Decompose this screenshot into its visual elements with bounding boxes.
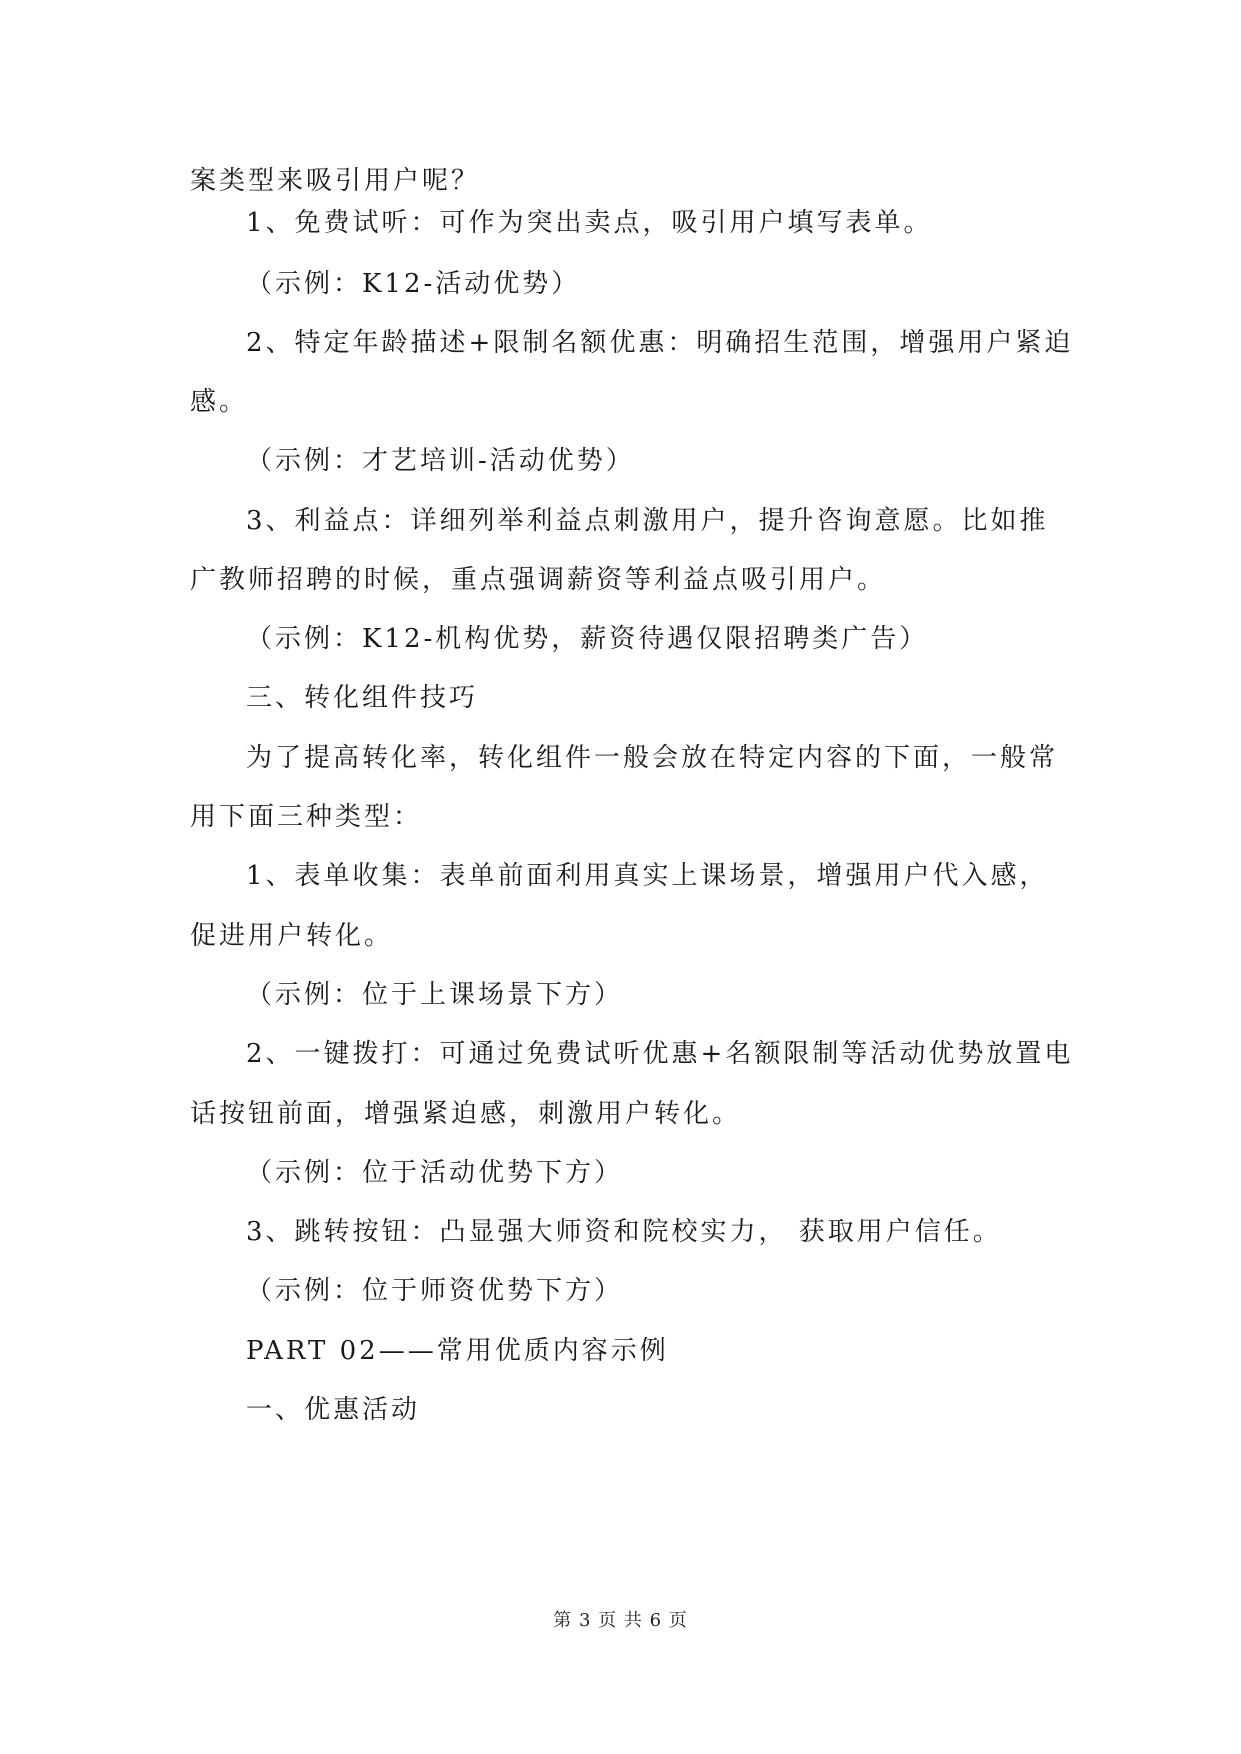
paragraph-line: 话按钮前面，增强紧迫感，刺激用户转化。 <box>190 1099 742 1129</box>
paragraph-line: （示例：K12-机构优势，薪资待遇仅限招聘类广告） <box>246 624 929 654</box>
page-number: 第 3 页 共 6 页 <box>553 1610 688 1631</box>
paragraph-line: （示例：位于师资优势下方） <box>246 1276 624 1306</box>
paragraph-line: 广教师招聘的时候，重点强调薪资等利益点吸引用户。 <box>190 565 887 595</box>
paragraph-line: 2、特定年龄描述+限制名额优惠：明确招生范围，增强用户紧迫 <box>246 328 1074 358</box>
paragraph-line: 感。 <box>190 387 249 417</box>
paragraph-line: 3、跳转按钮：凸显强大师资和院校实力， 获取用户信任。 <box>246 1217 1002 1247</box>
paragraph-line: 1、表单收集：表单前面利用真实上课场景，增强用户代入感， <box>246 861 1049 891</box>
paragraph-line: 案类型来吸引用户呢？ <box>190 166 481 196</box>
paragraph-line: 用下面三种类型： <box>190 802 423 832</box>
paragraph-line: 促进用户转化。 <box>190 921 394 951</box>
paragraph-line: 3、利益点：详细列举利益点刺激用户，提升咨询意愿。比如推 <box>246 506 1049 536</box>
paragraph-line: 为了提高转化率，转化组件一般会放在特定内容的下面，一般常 <box>246 743 1059 773</box>
paragraph-line: （示例：位于活动优势下方） <box>246 1158 624 1188</box>
paragraph-line: （示例：K12-活动优势） <box>246 269 581 299</box>
section-heading: PART 02——常用优质内容示例 <box>246 1336 669 1366</box>
section-heading: 一、优惠活动 <box>246 1395 421 1425</box>
paragraph-line: （示例：位于上课场景下方） <box>246 980 624 1010</box>
section-heading: 三、转化组件技巧 <box>246 683 479 713</box>
paragraph-line: 2、一键拨打：可通过免费试听优惠+名额限制等活动优势放置电 <box>246 1039 1074 1069</box>
paragraph-line: （示例：才艺培训-活动优势） <box>246 446 635 476</box>
paragraph-line: 1、免费试听：可作为突出卖点，吸引用户填写表单。 <box>246 208 933 238</box>
